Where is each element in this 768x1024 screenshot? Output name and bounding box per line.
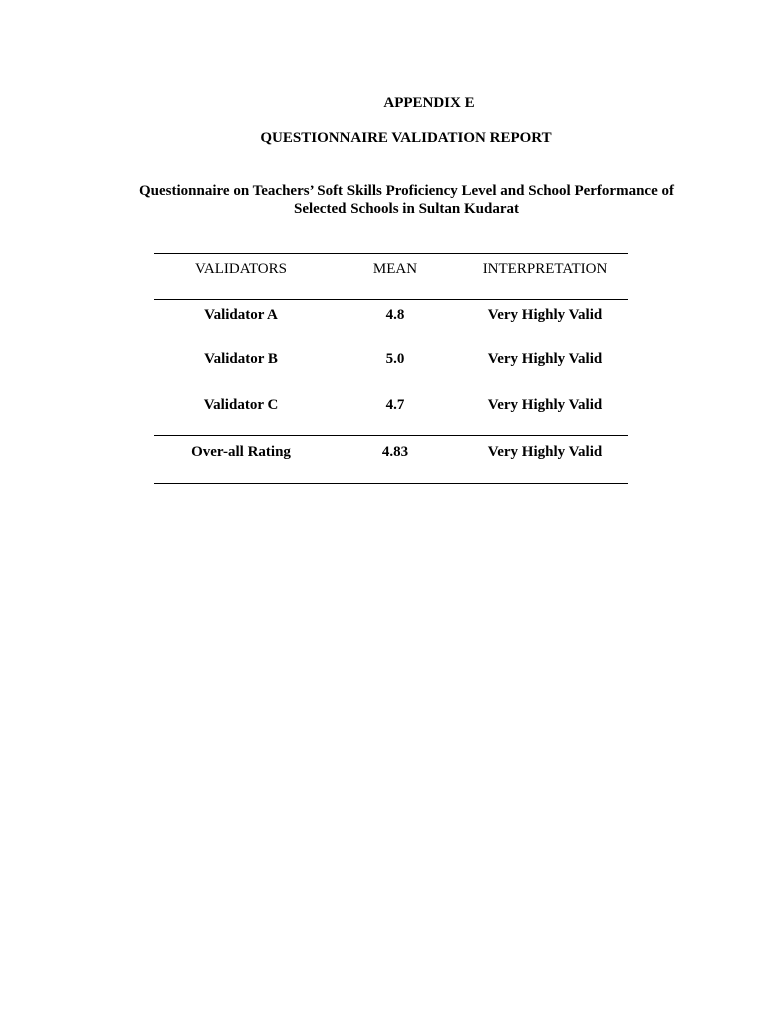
table-bottom-rule [154, 483, 628, 484]
validator-interpretation: Very Highly Valid [487, 397, 603, 413]
header-validators: VALIDATORS [195, 261, 287, 277]
subtitle-line-2: Selected Schools in Sultan Kudarat [293, 201, 520, 217]
table-top-rule [154, 253, 628, 254]
appendix-label: APPENDIX E [383, 95, 475, 111]
validator-name: Validator A [204, 307, 278, 323]
validator-mean: 5.0 [385, 351, 405, 367]
summary-label: Over-all Rating [191, 444, 291, 460]
report-title: QUESTIONNAIRE VALIDATION REPORT [260, 130, 552, 146]
summary-interpretation: Very Highly Valid [487, 444, 603, 460]
validator-mean: 4.7 [385, 397, 405, 413]
summary-top-rule [154, 435, 628, 436]
validator-name: Validator C [203, 397, 279, 413]
validator-interpretation: Very Highly Valid [487, 307, 603, 323]
validator-name: Validator B [204, 351, 278, 367]
header-interpretation: INTERPRETATION [482, 261, 608, 277]
header-mean: MEAN [372, 261, 418, 277]
summary-mean: 4.83 [381, 444, 409, 460]
validator-mean: 4.8 [385, 307, 405, 323]
questionnaire-subtitle [134, 182, 679, 218]
validator-interpretation: Very Highly Valid [487, 351, 603, 367]
header-bottom-rule [154, 299, 628, 300]
subtitle-line-1: Questionnaire on Teachers’ Soft Skills Proficiency Level and School Performance of [139, 183, 674, 199]
